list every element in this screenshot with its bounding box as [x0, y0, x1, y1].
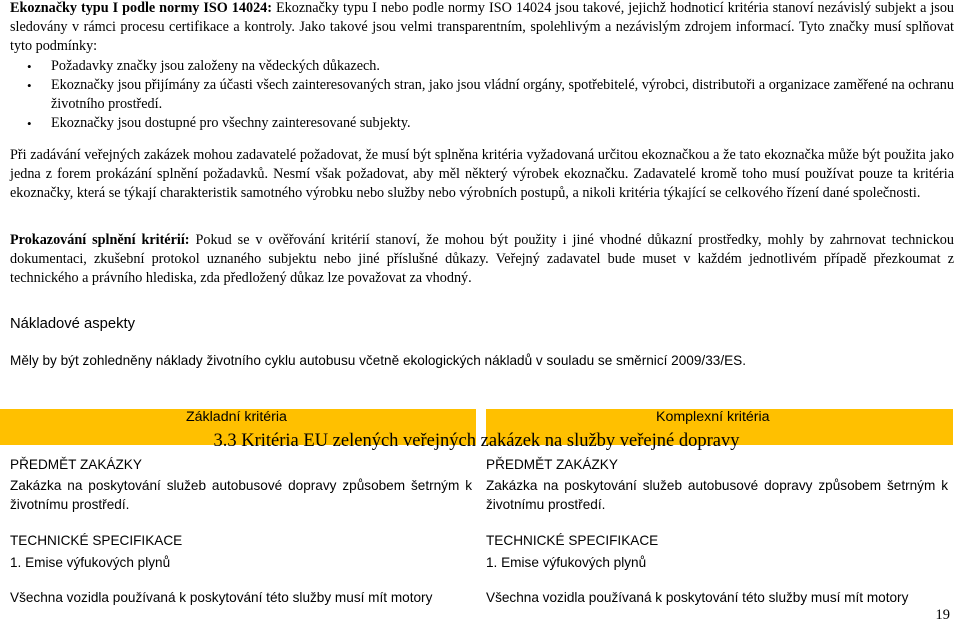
- subject-text: Zakázka na poskytování služeb autobusové dopravy způsobem šetrným k životnímu prostředí.: [10, 478, 472, 512]
- procurement-paragraph: Při zadávání veřejných zakázek mohou zadavatelé požadovat, že musí být splněna kritéria vyžadovaná určitou ekoznačkou a že tato ekoznačka může být použita jako jedna z forem prokázání splnění požadavků. Nesmí však požadovat, aby měl některý výrobek ekoznačku. Zadavatelé kromě toho musí používat pouze ta kritéria ekoznačky, která se týkají charakteristik samotného výrobku nebo služby nebo výrobních postupů, a nikoli kritéria týkající se celkového řízení dané společnosti.: [10, 147, 954, 201]
- section-heading: Nákladové aspekty: [10, 316, 136, 332]
- spec-label: TECHNICKÉ SPECIFIKACE: [486, 533, 659, 548]
- spec-label: TECHNICKÉ SPECIFIKACE: [10, 533, 183, 548]
- item-text: Všechna vozidla používaná k poskytování této služby musí mít motory: [10, 590, 433, 605]
- list-item: • Požadavky značky jsou založeny na vědeckých důkazech.: [10, 57, 954, 76]
- conditions-list: [10, 57, 954, 133]
- intro-paragraph: [10, 0, 954, 56]
- subject-label: PŘEDMĚT ZAKÁZKY: [486, 457, 618, 472]
- comprehensive-criteria-header: Komplexní kritéria: [656, 409, 770, 425]
- intro-text: Ekoznačky typu I nebo podle normy ISO 14024 jsou takové, jejichž hodnoticí kritéria stanoví nezávislý subjekt a jsou sledovány v rámci procesu certifikace a kontroly. Jako takové jsou velmi transparentním, spolehlivým a nezávislým zdrojem informací. Tyto značky musí splňovat tyto podmínky:: [10, 0, 955, 54]
- item-label: 1. Emise výfukových plynů: [486, 555, 647, 570]
- list-item: • Ekoznačky jsou přijímány za účasti všech zainteresovaných stran, jako jsou vládní orgány, spotřebitelé, výrobci, distributoři a organizace zaměřené na ochranu životního prostředí.: [10, 76, 954, 114]
- proof-label: Prokazování splnění kritérií:: [10, 232, 190, 248]
- basic-criteria-header: Základní kritéria: [186, 409, 287, 425]
- table-title: 3.3 Kritéria EU zelených veřejných zakázek na služby veřejné dopravy: [213, 431, 740, 451]
- proof-text: Pokud se v ověřování kritérií stanoví, že mohou být použity i jiné vhodné důkazní prostředky, mohly by zahrnovat technickou dokumentaci, zkušební protokol uznaného subjektu nebo jiné příslušné důkazy. Veřejný zadavatel bude muset v každém jednotlivém případě přezkoumat z technického a právního hlediska, zda předložený důkaz lze považovat za vhodný.: [10, 232, 954, 286]
- subject-text: Zakázka na poskytování služeb autobusové dopravy způsobem šetrným k životnímu prostředí.: [486, 478, 948, 512]
- cost-paragraph: Měly by být zohledněny náklady životního cyklu autobusu včetně ekologických nákladů v souladu se směrnicí 2009/33/ES.: [10, 353, 747, 368]
- item-text: Všechna vozidla používaná k poskytování této služby musí mít motory: [486, 590, 909, 605]
- list-item: • Ekoznačky jsou dostupné pro všechny zainteresované subjekty.: [10, 114, 954, 133]
- proof-paragraph: [10, 231, 954, 288]
- page-number: 19: [935, 607, 950, 623]
- item-label: 1. Emise výfukových plynů: [10, 555, 171, 570]
- subject-label: PŘEDMĚT ZAKÁZKY: [10, 457, 142, 472]
- intro-label: Ekoznačky typu I podle normy ISO 14024:: [10, 0, 272, 16]
